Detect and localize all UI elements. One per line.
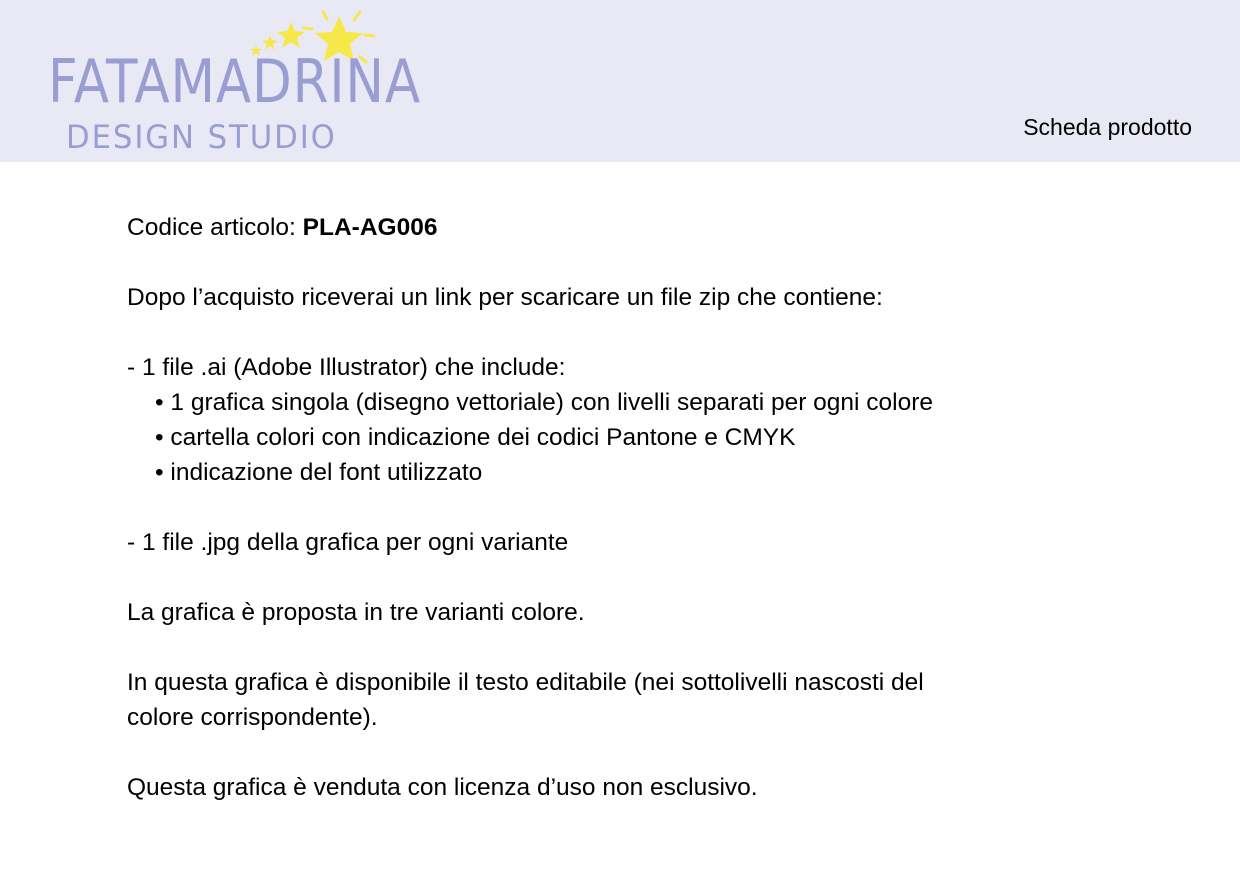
logo-name: FATAMADRINA bbox=[48, 47, 422, 117]
article-code-value: PLA-AG006 bbox=[302, 214, 438, 241]
logo-subtitle: DESIGN STUDIO bbox=[66, 118, 337, 156]
editable-text-line: colore corrispondente). bbox=[127, 704, 378, 731]
product-sheet-body bbox=[127, 210, 1127, 805]
document-type-label: Scheda prodotto bbox=[1023, 114, 1192, 140]
editable-text-line: In questa grafica è disponibile il testo editabile (nei sottolivelli nascosti del bbox=[127, 669, 924, 696]
ai-file-line: - 1 file .ai (Adobe Illustrator) che include: bbox=[127, 354, 566, 381]
page-header bbox=[0, 0, 1240, 162]
ai-item: • 1 grafica singola (disegno vettoriale) con livelli separati per ogni colore bbox=[155, 389, 934, 416]
jpg-file-line: - 1 file .jpg della grafica per ogni variante bbox=[127, 529, 569, 556]
variants-text: La grafica è proposta in tre varianti colore. bbox=[127, 599, 585, 626]
article-code-line bbox=[127, 210, 1127, 245]
brand-logo bbox=[44, 8, 422, 158]
article-code-label: Codice articolo: bbox=[127, 214, 303, 241]
ai-item: • cartella colori con indicazione dei codici Pantone e CMYK bbox=[155, 424, 796, 451]
ai-item: • indicazione del font utilizzato bbox=[155, 459, 483, 486]
intro-text: Dopo l’acquisto riceverai un link per scaricare un file zip che contiene: bbox=[127, 284, 883, 311]
license-text: Questa grafica è venduta con licenza d’uso non esclusivo. bbox=[127, 774, 758, 801]
